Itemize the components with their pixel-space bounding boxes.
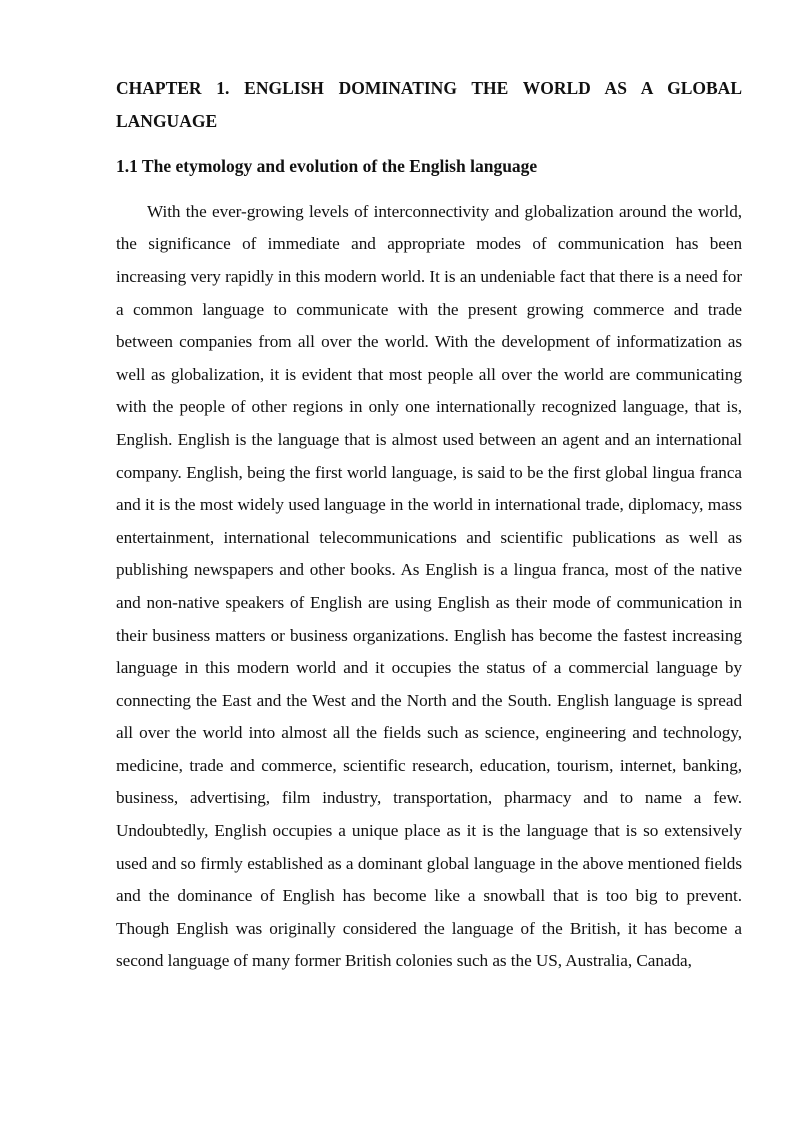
chapter-title: CHAPTER 1. ENGLISH DOMINATING THE WORLD AS A GLOBAL LANGUAGE bbox=[116, 78, 742, 131]
page-content bbox=[116, 72, 742, 978]
section-heading: 1.1 The etymology and evolution of the English language bbox=[116, 156, 538, 177]
body-paragraph: With the ever-growing levels of interconnectivity and globalization around the world, the significance of immediate and appropriate modes of communication has been increasing very rapidly in this modern world. It is an undeniable fact that there is a need for a common language to communicate with the present growing commerce and trade between companies from all over the world. With the development of informatization as well as globalization, it is evident that most people all over the world are communicating with the people of other regions in only one internationally recognized language, that is, English. English is the language that is almost used between an agent and an international company. English, being the first world language, is said to be the first global lingua franca and it is the most widely used language in the world in international trade, diplomacy, mass entertainment, international telecommunications and scientific publications as well as publishing newspapers and other books. As English is a lingua franca, most of the native and non-native speakers of English are using English as their mode of communication in their business matters or business organizations. English has become the fastest increasing language in this modern world and it occupies the status of a commercial language by connecting the East and the West and the North and the South. English language is spread all over the world into almost all the fields such as science, engineering and technology, medicine, trade and commerce, scientific research, education, tourism, internet, banking, business, advertising, film industry, transportation, pharmacy and to name a few. Undoubtedly, English occupies a unique place as it is the language that is so extensively used and so firmly established as a dominant global language in the above mentioned fields and the dominance of English has become like a snowball that is too big to prevent. Though English was originally considered the language of the British, it has become a second language of many former British colonies such as the US, Australia, Canada, bbox=[116, 201, 742, 971]
